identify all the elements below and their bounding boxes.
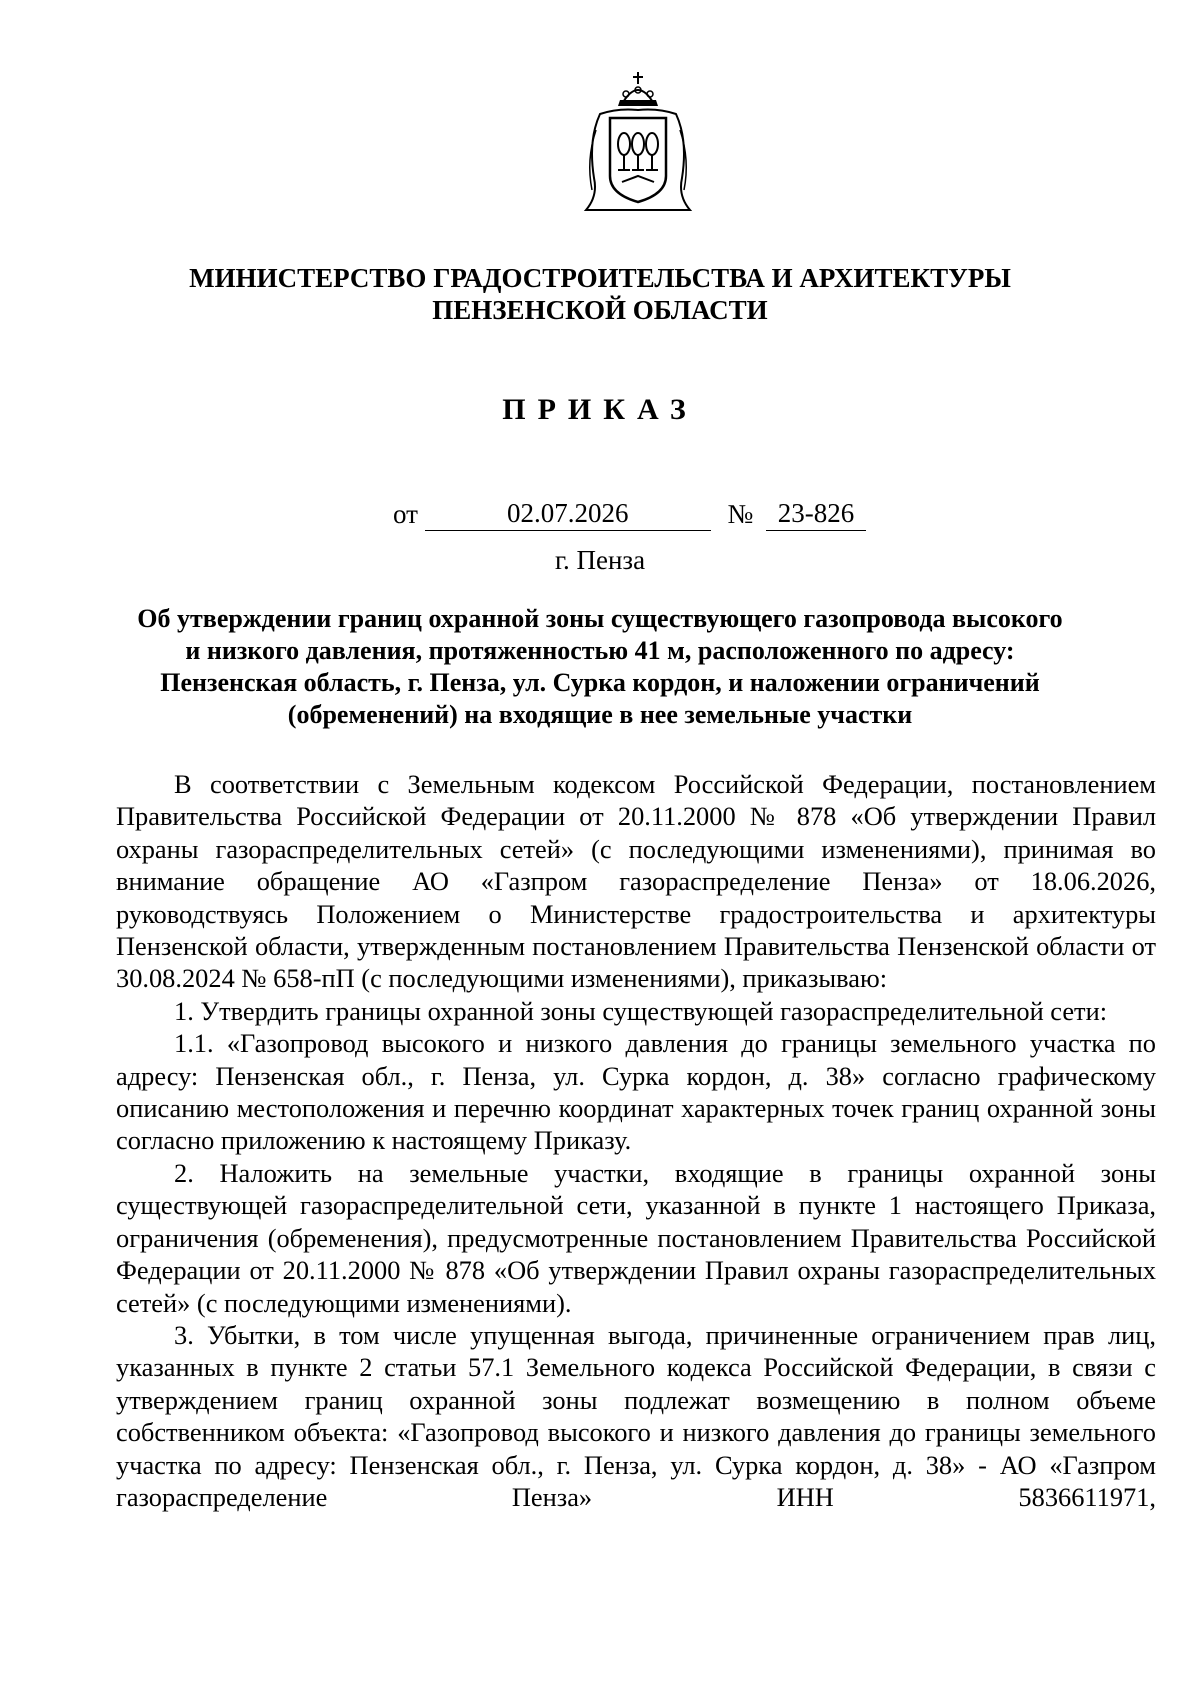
- order-subject: [105, 603, 1095, 731]
- subject-line: Об утверждении границ охранной зоны существующего газопровода высокого: [137, 604, 1063, 633]
- item-2-paragraph: 2. Наложить на земельные участки, входящие в границы охранной зоны существующей газораспределительной сети, указанной в пункте 1 настоящего Приказа, ограничения (обременения), предусмотренные постановлением Правительства Российской Федерации от 20.11.2000 № 878 «Об утверждении Правил охраны газораспределительных сетей» (с последующими изменениями).: [116, 1157, 1156, 1318]
- subject-line: и низкого давления, протяженностью 41 м, расположенного по адресу:: [185, 636, 1015, 665]
- preamble-paragraph: В соответствии с Земельным кодексом Российской Федерации, постановлением Правительства Российской Федерации от 20.11.2000 № 878 «Об утверждении Правил охраны газораспределительных сетей» (с последующими изменениями), принимая во внимание обращение АО «Газпром газораспределение Пенза» от 18.06.2026, руководствуясь Положением о Министерстве градостроительства и архитектуры Пензенской области, утвержденным постановлением Правительства Пензенской области от 30.08.2024 № 658-пП (с последующими изменениями), приказываю:: [116, 769, 1156, 994]
- ministry-name: [0, 262, 1200, 326]
- city-name: г. Пенза: [554, 545, 646, 575]
- ministry-line-1: МИНИСТЕРСТВО ГРАДОСТРОИТЕЛЬСТВА И АРХИТЕКТУРЫ: [189, 263, 1011, 293]
- item-3-paragraph: 3. Убытки, в том числе упущенная выгода, причиненные ограничением прав лиц, указанных в пункте 2 статьи 57.1 Земельного кодекса Российской Федерации, в связи с утверждением границ охранной зоны подлежат возмещению в полном объеме собственником объекта: «Газопровод высокого и низкого давления до границы земельного участка по адресу: Пензенская обл., г. Пенза, ул. Сурка кордон, д. 38» - АО «Газпром газораспределение Пенза» ИНН 5836611971,: [116, 1319, 1156, 1512]
- order-date: 02.07.2026: [425, 496, 711, 531]
- number-label: №: [727, 499, 754, 529]
- date-number-row: [393, 496, 866, 532]
- item-1-1-paragraph: 1.1. «Газопровод высокого и низкого давления до границы земельного участка по адресу: Пензенская обл., г. Пенза, ул. Сурка кордон, д. 38» согласно графическому описанию местоположения и перечню координат характерных точек границ охранной зоны согласно приложению к настоящему Приказу.: [116, 1028, 1156, 1156]
- order-body: [116, 768, 1156, 1513]
- ministry-line-2: ПЕНЗЕНСКОЙ ОБЛАСТИ: [432, 295, 768, 325]
- document-type-title: ПРИКАЗ: [502, 393, 698, 426]
- order-number: 23-826: [766, 496, 866, 531]
- subject-line: (обременений) на входящие в нее земельные участки: [287, 700, 913, 729]
- coat-of-arms-emblem: [578, 70, 698, 220]
- date-prefix: от: [393, 499, 418, 529]
- item-1-paragraph: 1. Утвердить границы охранной зоны существующей газораспределительной сети:: [174, 995, 1108, 1026]
- subject-line: Пензенская область, г. Пенза, ул. Сурка кордон, и наложении ограничений: [160, 668, 1040, 697]
